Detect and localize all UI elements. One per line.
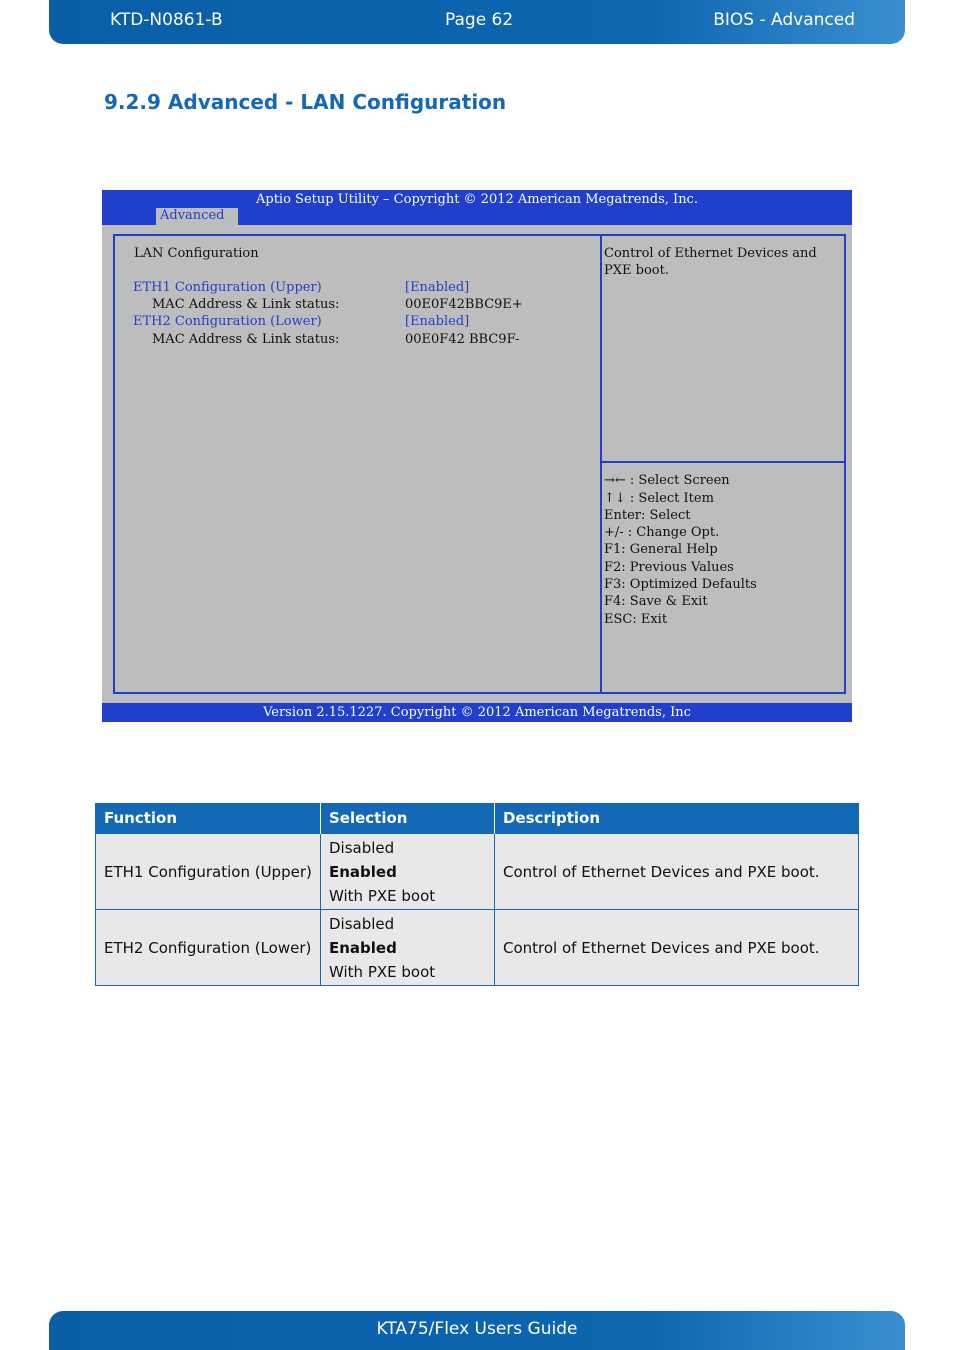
eth1-mac-value: 00E0F42BBC9E+	[405, 297, 523, 312]
key-hint: F2: Previous Values	[604, 560, 734, 575]
section-title: 9.2.9 Advanced - LAN Configuration	[104, 90, 507, 114]
bios-tab-advanced[interactable]: Advanced	[156, 208, 238, 225]
bios-body	[102, 225, 852, 703]
bios-key-legend	[602, 463, 844, 692]
bios-frame	[113, 234, 846, 694]
key-hint: F1: General Help	[604, 542, 718, 557]
table-row	[96, 910, 859, 986]
eth2-config-label[interactable]: ETH2 Configuration (Lower)	[133, 314, 322, 329]
key-hint: +/- : Change Opt.	[604, 525, 720, 540]
selection-option: Disabled	[329, 838, 395, 857]
description-cell: Control of Ethernet Devices and PXE boot.	[495, 834, 859, 910]
selection-option: Disabled	[329, 914, 395, 933]
selection-option: With PXE boot	[329, 886, 436, 905]
description-cell: Control of Ethernet Devices and PXE boot.	[495, 910, 859, 986]
doc-id: KTD-N0861-B	[110, 10, 223, 30]
help-text-line: Control of Ethernet Devices and	[604, 246, 817, 261]
bios-help-panel	[602, 236, 844, 461]
eth2-mac-label: MAC Address & Link status:	[152, 332, 340, 347]
footer-title: KTA75/Flex Users Guide	[376, 1319, 578, 1339]
selection-cell	[321, 910, 495, 986]
column-header: Selection	[321, 803, 495, 834]
selection-option-default: Enabled	[329, 938, 397, 957]
bios-title: Aptio Setup Utility – Copyright © 2012 American Megatrends, Inc.	[256, 192, 698, 207]
key-hint: ↑↓ : Select Item	[604, 491, 714, 506]
bios-heading: LAN Configuration	[134, 246, 259, 261]
function-cell: ETH1 Configuration (Upper)	[96, 834, 321, 910]
function-cell: ETH2 Configuration (Lower)	[96, 910, 321, 986]
header-section: BIOS - Advanced	[713, 10, 855, 30]
bios-title-bar	[102, 190, 852, 225]
eth1-config-value[interactable]: [Enabled]	[405, 280, 470, 295]
eth1-mac-label: MAC Address & Link status:	[152, 297, 340, 312]
bios-version-bar: Version 2.15.1227. Copyright © 2012 American Megatrends, Inc	[102, 703, 852, 722]
selection-option-default: Enabled	[329, 862, 397, 881]
page-number: Page 62	[445, 10, 514, 30]
column-header: Description	[495, 803, 859, 834]
key-hint: ESC: Exit	[604, 612, 668, 627]
function-table	[95, 803, 859, 986]
key-hint: F4: Save & Exit	[604, 594, 708, 609]
eth2-config-value[interactable]: [Enabled]	[405, 314, 470, 329]
eth1-config-label[interactable]: ETH1 Configuration (Upper)	[133, 280, 322, 295]
key-hint: F3: Optimized Defaults	[604, 577, 757, 592]
eth2-mac-value: 00E0F42 BBC9F-	[405, 332, 520, 347]
page-footer	[49, 1311, 905, 1350]
selection-option: With PXE boot	[329, 962, 436, 981]
column-header: Function	[96, 803, 321, 834]
key-hint: Enter: Select	[604, 508, 691, 523]
help-text-line: PXE boot.	[604, 263, 669, 278]
page-header	[49, 0, 905, 44]
table-row	[96, 834, 859, 910]
selection-cell	[321, 834, 495, 910]
key-hint: →← : Select Screen	[604, 473, 730, 488]
table-header-row	[96, 803, 859, 834]
